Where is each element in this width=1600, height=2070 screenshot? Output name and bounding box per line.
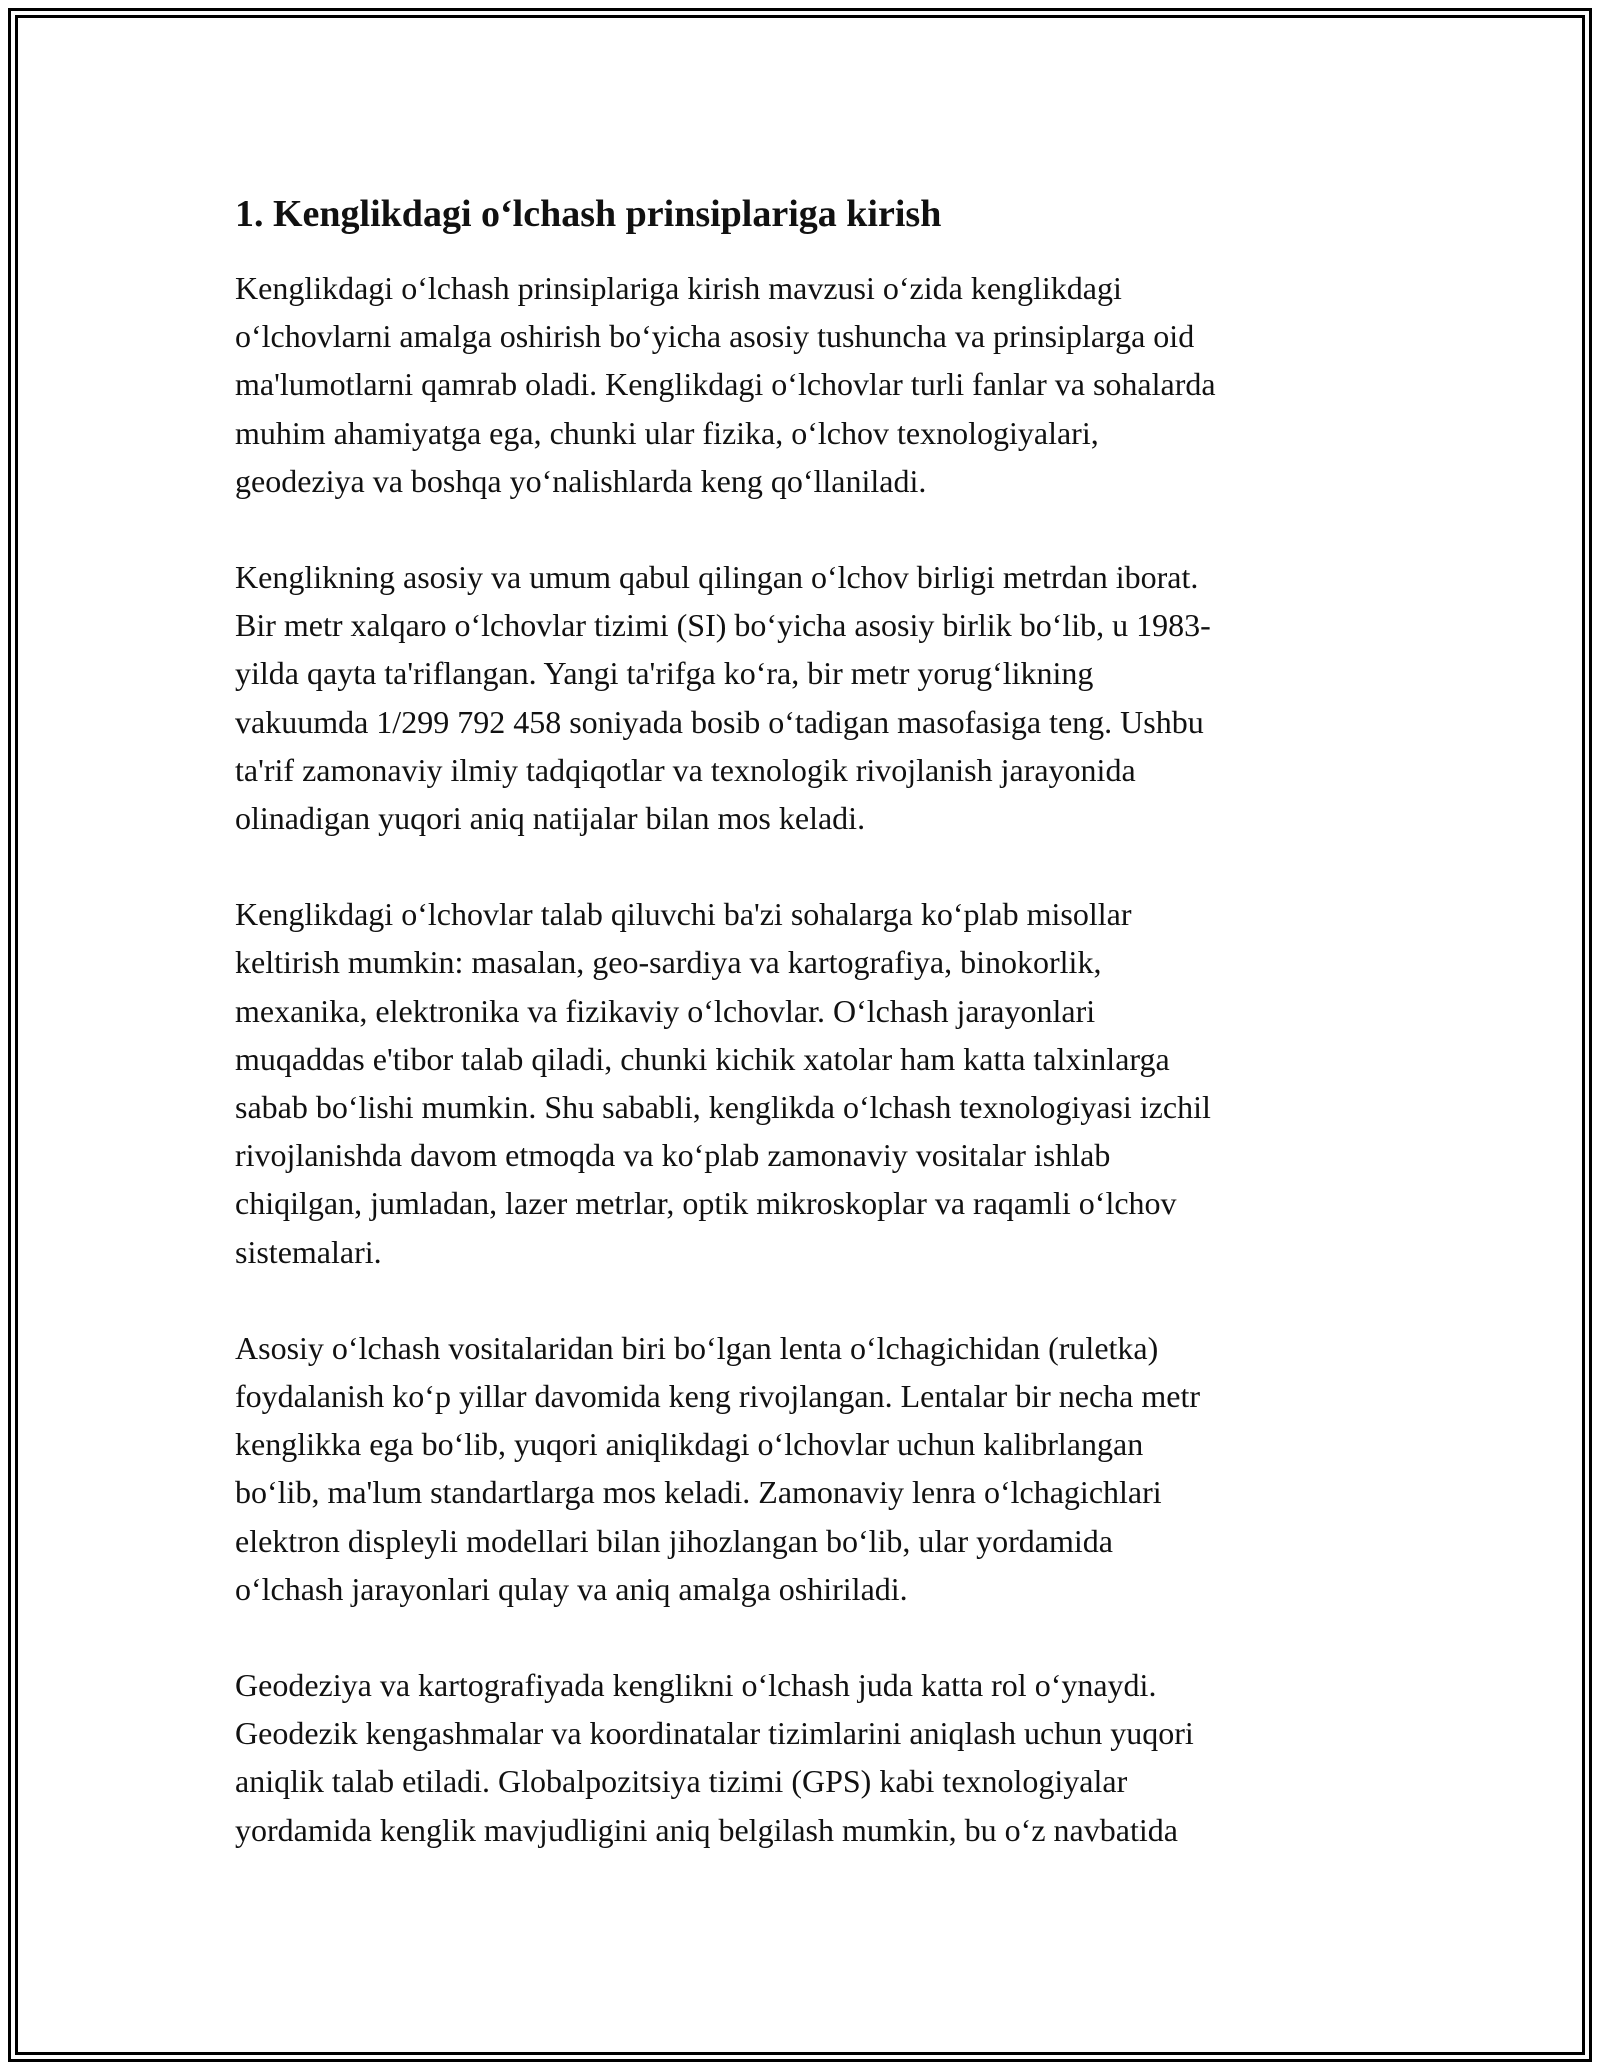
text-line: Asosiy o‘lchash vositalaridan biri bo‘lgan lenta o‘lchagichidan (ruletka) [235, 1329, 1159, 1366]
paragraph-metre-definition [235, 553, 1375, 842]
paragraph-intro [235, 264, 1375, 505]
text-line: o‘lchovlarni amalga oshirish bo‘yicha asosiy tushuncha va prinsiplarga oid [235, 318, 1195, 355]
text-line: vakuumda 1/299 792 458 soniyada bosib o‘tadigan masofasiga teng. Ushbu [235, 703, 1204, 740]
text-line: muhim ahamiyatga ega, chunki ular fizika, o‘lchov texnologiyalari, [235, 414, 1099, 451]
document-body [235, 186, 1375, 1854]
text-line: bo‘lib, ma'lum standartlarga mos keladi. Zamonaviy lenra o‘lchagichlari [235, 1474, 1162, 1511]
text-line: o‘lchash jarayonlari qulay va aniq amalga oshiriladi. [235, 1570, 908, 1607]
text-line: yilda qayta ta'riflangan. Yangi ta'rifga ko‘ra, bir metr yorug‘likning [235, 655, 1094, 692]
text-line: geodeziya va boshqa yo‘nalishlarda keng qo‘llaniladi. [235, 462, 927, 499]
text-line: olinadigan yuqori aniq natijalar bilan mos keladi. [235, 800, 866, 837]
text-line: foydalanish ko‘p yillar davomida keng rivojlangan. Lentalar bir necha metr [235, 1378, 1200, 1415]
text-line: rivojlanishda davom etmoqda va ko‘plab zamonaviy vositalar ishlab [235, 1137, 1111, 1174]
text-line: sabab bo‘lishi mumkin. Shu sababli, kenglikda o‘lchash texnologiyasi izchil [235, 1089, 1211, 1126]
text-line: Kenglikdagi o‘lchash prinsiplariga kirish mavzusi o‘zida kenglikdagi [235, 270, 1122, 306]
text-line: aniqlik talab etiladi. Globalpozitsiya tizimi (GPS) kabi texnologiyalar [235, 1763, 1128, 1800]
paragraph-application-fields [235, 890, 1375, 1276]
text-line: ma'lumotlarni qamrab oladi. Kenglikdagi o‘lchovlar turli fanlar va sohalarda [235, 366, 1216, 403]
text-line: kenglikka ega bo‘lib, yuqori aniqlikdagi o‘lchovlar uchun kalibrlangan [235, 1426, 1144, 1463]
text-line: mexanika, elektronika va fizikaviy o‘lchovlar. O‘lchash jarayonlari [235, 992, 1096, 1029]
text-line: elektron displeyli modellari bilan jihozlangan bo‘lib, ular yordamida [235, 1522, 1113, 1559]
text-line: Geodeziya va kartografiyada kenglikni o‘lchash juda katta rol o‘ynaydi. [235, 1667, 1157, 1704]
text-line: sistemalari. [235, 1233, 382, 1270]
text-line: ta'rif zamonaviy ilmiy tadqiqotlar va texnologik rivojlanish jarayonida [235, 751, 1136, 788]
text-line: Geodezik kengashmalar va koordinatalar tizimlarini aniqlash uchun yuqori [235, 1715, 1194, 1752]
text-line: chiqilgan, jumladan, lazer metrlar, optik mikroskoplar va raqamli o‘lchov [235, 1185, 1177, 1222]
text-line: keltirish mumkin: masalan, geo-sardiya va kartografiya, binokorlik, [235, 944, 1102, 981]
text-line: Kenglikning asosiy va umum qabul qilingan o‘lchov birligi metrdan iborat. [235, 559, 1199, 596]
text-line: muqaddas e'tibor talab qiladi, chunki kichik xatolar ham katta talxinlarga [235, 1040, 1170, 1077]
section-heading: 1. Kenglikdagi o‘lchash prinsiplariga kirish [235, 193, 942, 235]
paragraph-tape-measure [235, 1324, 1375, 1613]
text-line: Bir metr xalqaro o‘lchovlar tizimi (SI) bo‘yicha asosiy birlik bo‘lib, u 1983- [235, 607, 1211, 644]
text-line: yordamida kenglik mavjudligini aniq belgilash mumkin, bu o‘z navbatida [235, 1811, 1178, 1848]
text-line: Kenglikdagi o‘lchovlar talab qiluvchi ba'zi sohalarga ko‘plab misollar [235, 896, 1132, 933]
paragraph-geodesy [235, 1661, 1375, 1854]
